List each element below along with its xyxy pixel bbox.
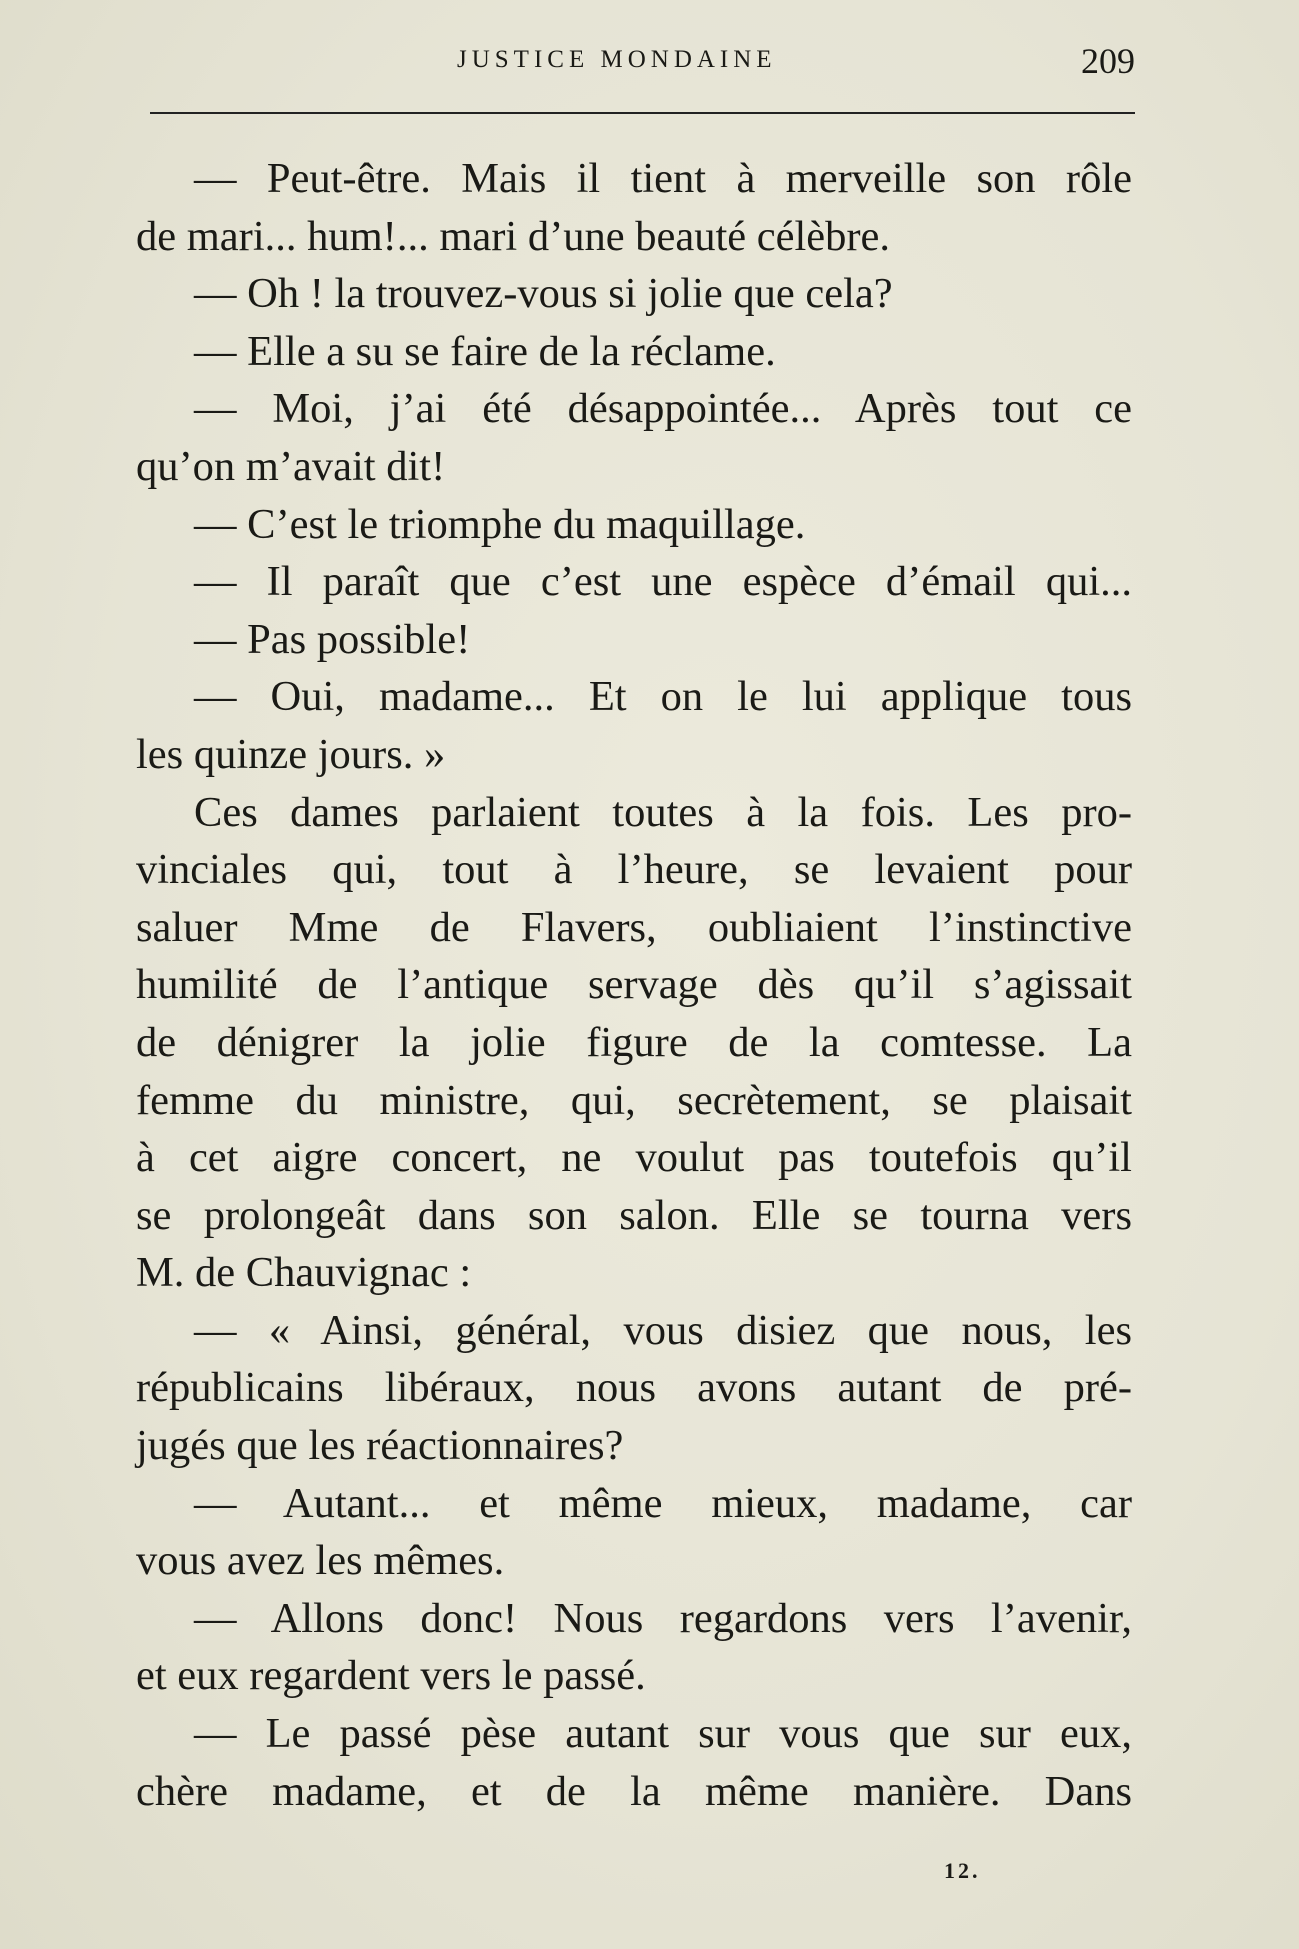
text-line: — Moi, j’ai été désappointée... Après tout ce — [194, 385, 1132, 433]
text-line: se prolongeât dans son salon. Elle se tourna vers — [136, 1191, 1132, 1239]
text-line: — Autant... et même mieux, madame, car — [194, 1479, 1132, 1527]
text-line: à cet aigre concert, ne voulut pas toutefois qu’il — [136, 1134, 1132, 1182]
text-line: et eux regardent vers le passé. — [136, 1652, 646, 1700]
text-line: M. de Chauvignac : — [136, 1249, 472, 1297]
text-line: — Peut-être. Mais il tient à merveille son rôle — [194, 155, 1132, 202]
text-line: les quinze jours. » — [136, 730, 446, 778]
text-line: — Allons donc! Nous regardons vers l’avenir, — [194, 1594, 1132, 1642]
text-line: Ces dames parlaient toutes à la fois. Les pro- — [194, 788, 1132, 836]
text-line: vinciales qui, tout à l’heure, se levaient pour — [136, 846, 1132, 894]
text-line: jugés que les réactionnaires? — [136, 1422, 624, 1470]
body-text — [136, 150, 1132, 1820]
text-line: qu’on m’avait dit! — [136, 442, 446, 490]
running-title: JUSTICE MONDAINE — [457, 46, 777, 73]
text-line: femme du ministre, qui, secrètement, se plaisait — [136, 1076, 1132, 1124]
page-number: 209 — [1081, 41, 1135, 81]
text-line: républicains libéraux, nous avons autant de pré- — [136, 1364, 1132, 1412]
text-line: de dénigrer la jolie figure de la comtesse. La — [136, 1018, 1132, 1066]
text-line: — Oui, madame... Et on le lui applique tous — [194, 673, 1132, 721]
text-line: — Pas possible! — [194, 615, 471, 663]
text-line: — Oh ! la trouvez-vous si jolie que cela? — [194, 270, 893, 318]
text-line: chère madame, et de la même manière. Dans — [136, 1767, 1132, 1815]
text-line: — Le passé pèse autant sur vous que sur eux, — [194, 1710, 1132, 1758]
header-rule — [150, 112, 1135, 114]
text-line: — C’est le triomphe du maquillage. — [194, 500, 806, 548]
text-line: — Il paraît que c’est une espèce d’émail qui... — [194, 558, 1132, 606]
signature-mark: 12. — [944, 1858, 981, 1883]
text-line: vous avez les mêmes. — [136, 1537, 505, 1585]
text-line: — Elle a su se faire de la réclame. — [194, 327, 776, 375]
text-line: humilité de l’antique servage dès qu’il s’agissait — [136, 961, 1132, 1009]
text-line: de mari... hum!... mari d’une beauté célèbre. — [136, 212, 891, 260]
text-line: saluer Mme de Flavers, oubliaient l’instinctive — [136, 903, 1132, 951]
text-line: — « Ainsi, général, vous disiez que nous, les — [194, 1306, 1132, 1354]
running-head — [150, 40, 1135, 80]
